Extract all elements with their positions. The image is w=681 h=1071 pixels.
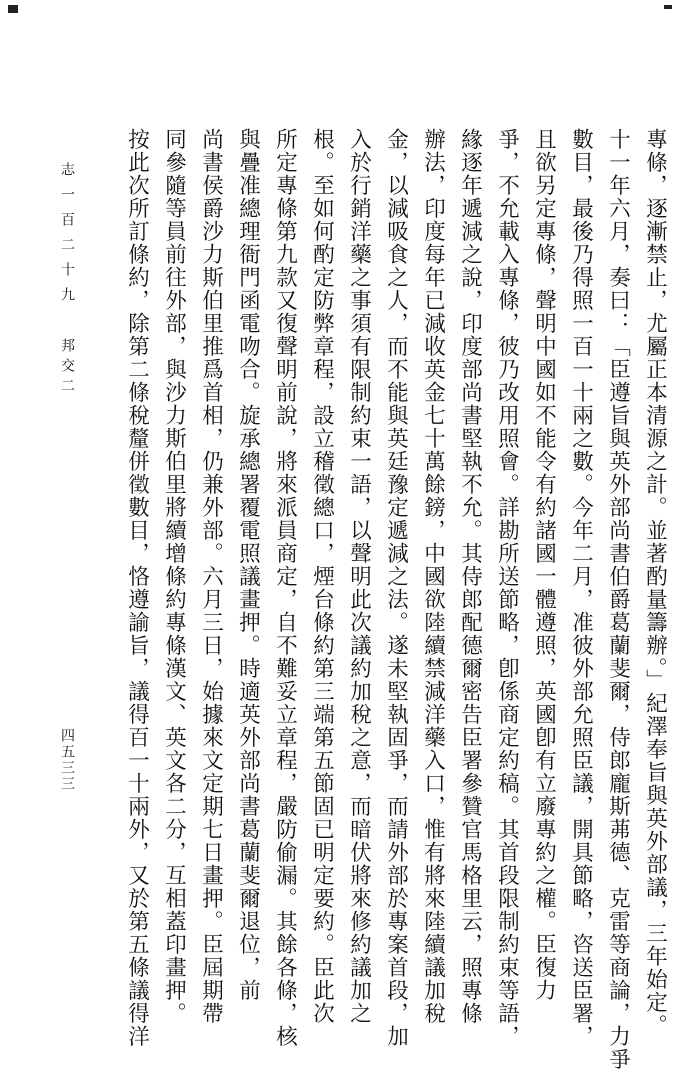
- scan-mark: [664, 5, 672, 9]
- text-column-4: 且欲另定專條，聲明中國如不能令有約諸國一體遵照，英國卽有立廢專約之權。臣復力: [531, 128, 557, 1002]
- text-column-14: 同參隨等員前往外部，與沙力斯伯里將續增條約專條漢文、英文各二分，互相蓋印畫押。: [161, 128, 187, 1025]
- text-column-10: 根。至如何酌定防弊章程，設立稽徵總口，煙台條約第三端第五節固已明定要約。臣此次: [309, 128, 335, 1025]
- section-label: 邦交二: [59, 338, 75, 398]
- text-column-12: 與疊准總理衙門函電吻合。旋承總署覆電照議畫押。時適英外部尚書葛蘭斐爾退位，前: [235, 128, 261, 1002]
- text-column-5: 爭，不允載入專條，彼乃改用照會。詳勘所送節略，卽係商定約稿。其首段限制約束等語，: [494, 128, 520, 1048]
- text-column-13: 尚書侯爵沙力斯伯里推爲首相，仍兼外部。六月三日，始據來文定期七日畫押。臣屆期帶: [198, 128, 224, 1025]
- volume-label: 志一百二十九: [59, 162, 75, 312]
- text-column-8: 金，以減吸食之人，而不能與英廷豫定遞減之法。遂未堅執固爭，而請外部於專案首段，加: [383, 128, 409, 1048]
- text-column-7: 辦法，印度每年已減收英金七十萬餘鎊，中國欲陸續禁減洋藥入口，惟有將來陸續議加稅: [420, 128, 446, 1025]
- text-column-3: 數目，最後乃得照一百一十兩之數。今年二月，准彼外部允照臣議，開具節略，咨送臣署，: [568, 128, 594, 1048]
- text-column-15: 按此次所訂條約，除第二條稅釐併徵數目，恪遵諭旨，議得百一十兩外，又於第五條議得洋: [124, 128, 150, 1048]
- page-number: 四五三三: [59, 728, 75, 792]
- text-column-11: 所定專條第九款又復聲明前說，將來派員商定，自不難妥立章程，嚴防偷漏。其餘各條，核: [272, 128, 298, 1048]
- text-column-2: 十一年六月，奏曰：「臣遵旨與英外部尚書伯爵葛蘭斐爾，侍郎龐斯茀德、克雷等商論，力爭: [605, 128, 631, 1071]
- text-column-1: 專條，逐漸禁止，尤屬正本清源之計。並著酌量籌辦。」紀澤奉旨與英外部議，三年始定。: [642, 128, 668, 1038]
- text-column-9: 入於行銷洋藥之事須有限制約束一語，以聲明此次議約加稅之意，而暗伏將來修約議加之: [346, 128, 372, 1025]
- scan-mark: [8, 5, 18, 13]
- text-column-6: 緣逐年遞減之說，印度部尚書堅執不允。其侍郎配德爾密告臣署參贊官馬格里云，照專條: [457, 128, 483, 1025]
